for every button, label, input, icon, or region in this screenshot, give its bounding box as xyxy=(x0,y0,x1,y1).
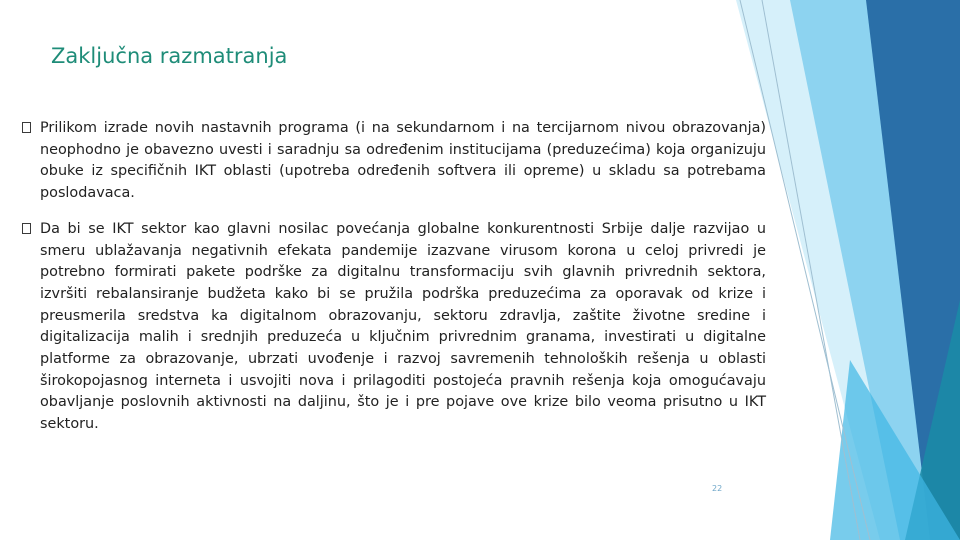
bullet-item-2 xyxy=(22,219,766,436)
bullet-square-icon xyxy=(22,223,31,234)
bullet-text-2: Da bi se IKT sektor kao glavni nosilac povećanja globalne konkurentnosti Srbije dalje razvijao u smeru ublažavanja negativnih efekata pandemije izazvane virusom korona u celoj privredi je potrebno formirati pakete podrške za digitalnu transformaciju svih glavnih privrednih sektora, izvršiti rebalansiranje budžeta kako bi se pružila podrška preduzećima za oporavak od krize i preusmerila sredstva ka digitalnom obrazovanju, sektoru zdravlja, zaštite životne sredine i digitalizacija malih i srednjih preduzeća u ključnim privrednim granama, investirati u digitalne platforme za obrazovanje, ubrzati uvođenje i razvoj savremenih tehnoloških rešenja u oblasti širokopojasnog interneta i usvojiti nova i prilagoditi postojeća pravnih rešenja koja omogućavaju obavljanje poslovnih aktivnosti na daljinu, što je i pre pojave ove krize bilo veoma prisutno u IKT sektoru. xyxy=(40,220,766,433)
slide-title: Zaključna razmatranja xyxy=(51,44,288,68)
bullet-square-icon xyxy=(22,122,31,133)
bullet-text-1: Prilikom izrade novih nastavnih programa (i na sekundarnom i na tercijarnom nivou obrazovanja) neophodno je obavezno uvesti i saradnju sa određenim institucijama (preduzećima) koja organizuju obuke iz specifičnih IKT oblasti (upotreba određenih softvera ili opreme) u skladu sa potrebama poslodavaca. xyxy=(40,120,766,202)
bullet-list xyxy=(22,118,766,450)
page-number: 22 xyxy=(712,484,723,493)
bullet-item-1 xyxy=(22,118,766,205)
